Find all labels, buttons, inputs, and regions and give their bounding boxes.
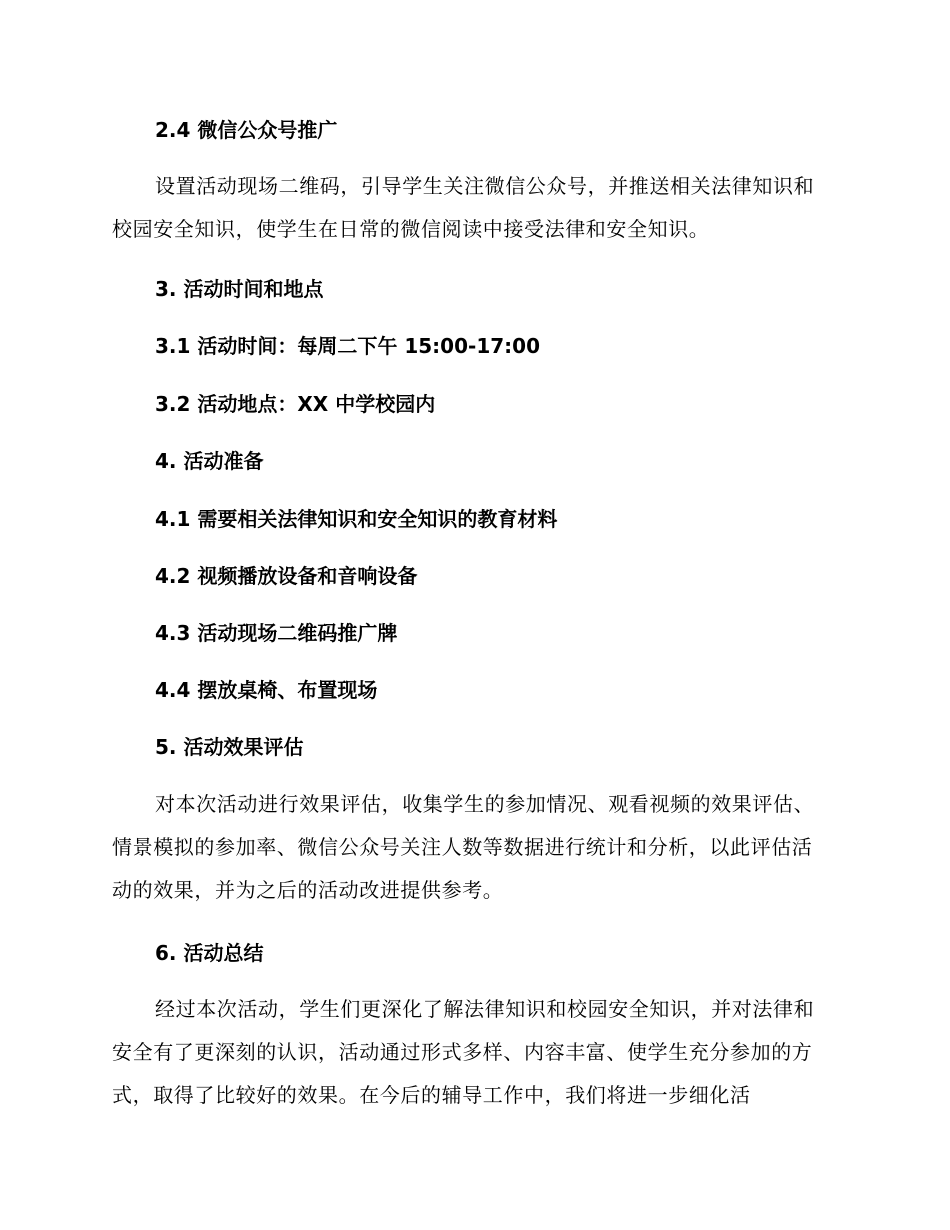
paragraph-2-4: 设置活动现场二维码，引导学生关注微信公众号，并推送相关法律知识和校园安全知识，使学生在日常的微信阅读中接受法律和安全知识。	[112, 174, 815, 241]
heading-3: 3. 活动时间和地点	[155, 277, 324, 301]
paragraph-6: 经过本次活动，学生们更深化了解法律知识和校园安全知识，并对法律和安全有了更深刻的认识，活动通过形式多样、内容丰富、使学生充分参加的方式，取得了比较好的效果。在今后的辅导工作中，我们将进一步细化活	[112, 997, 815, 1107]
heading-4-4: 4.4 摆放桌椅、布置现场	[155, 678, 378, 702]
heading-3-1: 3.1 活动时间：每周二下午 15:00-17:00	[155, 334, 540, 358]
heading-5: 5. 活动效果评估	[155, 735, 304, 759]
heading-3-2: 3.2 活动地点：XX 中学校园内	[155, 392, 436, 416]
heading-2-4: 2.4 微信公众号推广	[155, 118, 338, 142]
heading-4-1: 4.1 需要相关法律知识和安全知识的教育材料	[155, 507, 558, 531]
heading-4: 4. 活动准备	[155, 449, 264, 473]
paragraph-5: 对本次活动进行效果评估，收集学生的参加情况、观看视频的效果评估、情景模拟的参加率、微信公众号关注人数等数据进行统计和分析，以此评估活动的效果，并为之后的活动改进提供参考。	[112, 792, 815, 902]
heading-6: 6. 活动总结	[155, 941, 264, 965]
heading-4-3: 4.3 活动现场二维码推广牌	[155, 621, 398, 645]
heading-4-2: 4.2 视频播放设备和音响设备	[155, 564, 418, 588]
